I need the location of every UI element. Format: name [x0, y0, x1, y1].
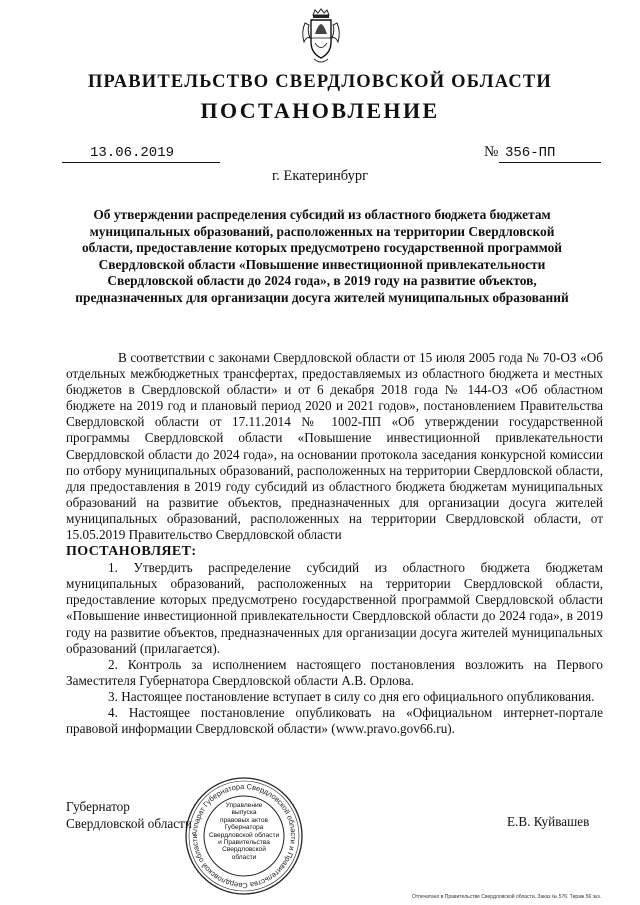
city: г. Екатеринбург — [271, 168, 369, 184]
government-name: ПРАВИТЕЛЬСТВО СВЕРДЛОВСКОЙ ОБЛАСТИ — [87, 72, 553, 92]
sverdlovsk-coat-of-arms-icon — [300, 8, 342, 66]
document-number: 356-ПП — [505, 145, 556, 161]
clause-2: 2. Контроль за исполнением настоящего постановления возложить на Первого Заместителя Губернатора Свердловской области А.В. Орлова. — [66, 656, 603, 688]
signatory-name: Е.В. Куйвашев — [507, 814, 590, 829]
signatory-position-line-2: Свердловской области — [66, 816, 192, 831]
decree-keyword: ПОСТАНОВЛЯЕТ: — [66, 544, 197, 560]
print-footer-note: Отпечатано в Правительстве Свердловской области. Заказ № 576. Тираж 56 экз. — [412, 894, 602, 900]
document-body — [66, 350, 603, 737]
clause-4: 4. Настоящее постановление опубликовать на «Официальном интернет-портале правовой информации Свердловской области» (www.pravo.gov66.ru). — [66, 704, 603, 737]
document-type: ПОСТАНОВЛЕНИЕ — [200, 98, 440, 123]
preamble-paragraph: В соответствии с законами Свердловской области от 15 июля 2005 года № 70-ОЗ «Об отдельных межбюджетных трансфертах, предоставляемых из областного бюджета и местных бюджетов в Свердловской области» и от 6 декабря 2018 года № 144-ОЗ «Об областном бюджете на 2019 год и плановый период 2020 и 2021 годов», постановлением Правительства Свердловской области от 17.11.2014 № 1002-ПП «Об утверждении государственной программы Свердловской области «Повышение инвестиционной привлекательности Свердловской области до 2024 года», на основании протокола заседания конкурсной комиссии по отбору муниципальных образований, расположенных на территории Свердловской области, для предоставления в 2019 году субсидий из областного бюджета бюджетам муниципальных образований на развитие объектов, предназначенных для организации досуга жителей муниципальных образований, расположенных на территории Свердловской области, от 15.05.2019 Правительство Свердловской области — [66, 350, 603, 543]
clause-3: 3. Настоящее постановление вступает в силу со дня его официального опубликования. — [108, 688, 595, 704]
signatory-position — [66, 798, 192, 832]
document-date: 13.06.2019 — [90, 145, 175, 161]
document-title: Об утверждении распределения субсидий из областного бюджета бюджетам муниципальных образований, расположенных на территории Свердловской области, предоставление которых предусмотрено государственной программой Свердловской области «Повышение инвестиционной привлекательности Свердловской области до 2024 года», в 2019 году на развитие объектов, предназначенных для организации досуга жителей муниципальных образований — [75, 207, 569, 305]
stamp-ring-text: Аппарат Губернатора Свердловской области и Правительства Свердловской области — [189, 781, 299, 891]
number-sign: № — [484, 144, 499, 160]
signatory-position-line-1: Губернатор — [66, 799, 130, 814]
stamp-center-text: Управление выпуска правовых актов Губернатора Свердловской области и Правительства Свердловской области — [208, 802, 280, 861]
clause-1: 1. Утвердить распределение субсидий из областного бюджета бюджетам муниципальных образований, расположенных на территории Свердловской области, предоставление которых предусмотрено государственной программой Свердловской области «Повышение инвестиционной привлекательности Свердловской области до 2024 года», в 2019 году на развитие объектов, предназначенных для организации досуга жителей муниципальных образований (прилагается). — [66, 560, 603, 656]
